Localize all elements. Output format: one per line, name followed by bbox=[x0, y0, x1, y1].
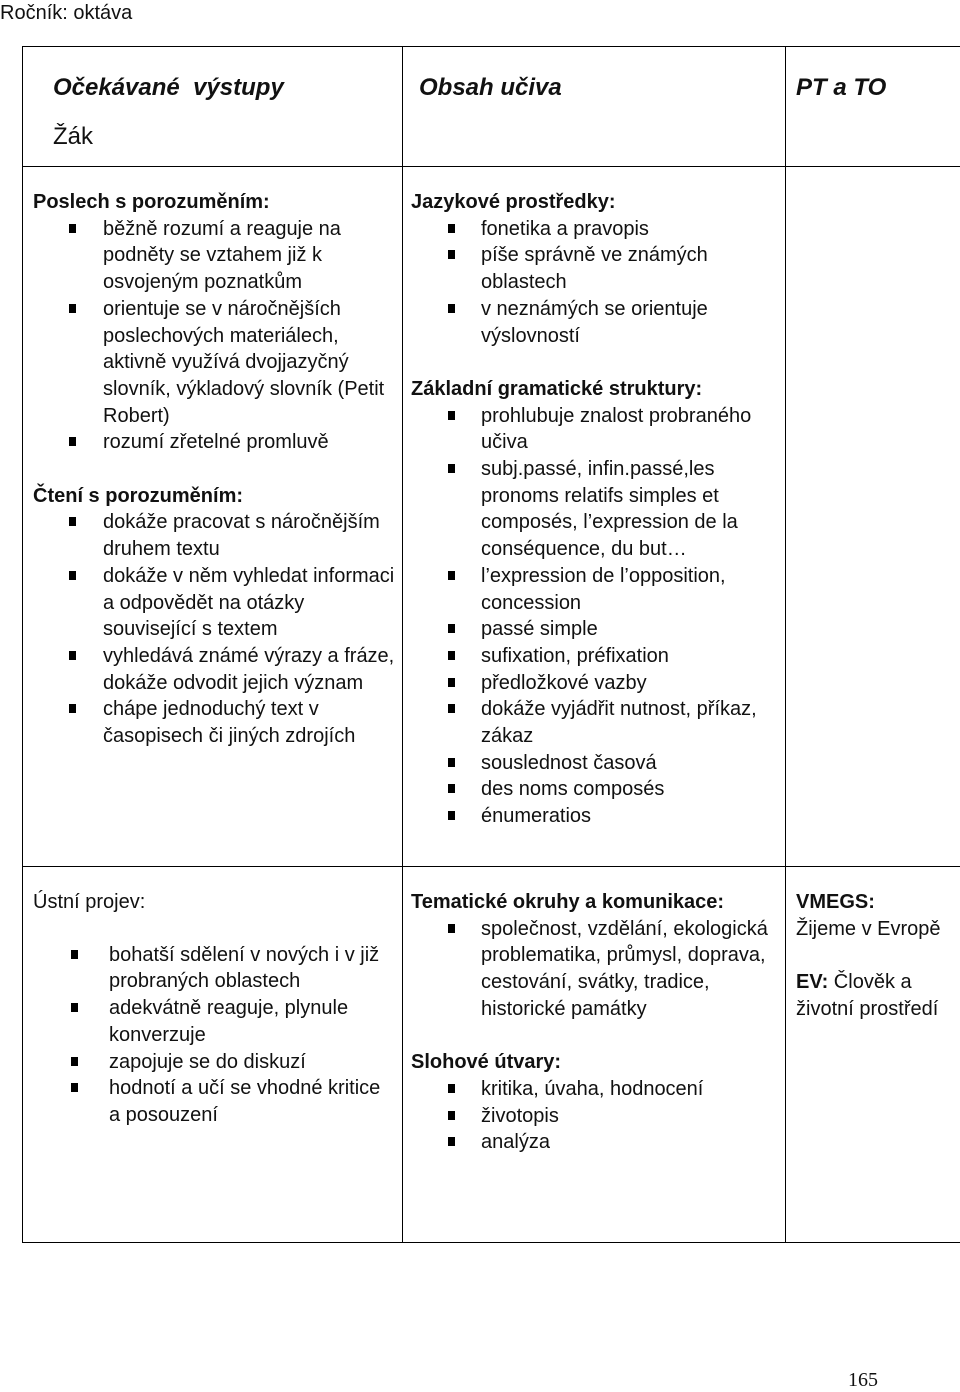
list-item: souslednost časová bbox=[411, 750, 779, 777]
header-pt-to-title: PT a TO bbox=[796, 74, 887, 101]
content-cell-2 bbox=[403, 867, 786, 1243]
list-item: dokáže vyjádřit nutnost, příkaz, zákaz bbox=[411, 696, 779, 749]
header-outcomes bbox=[23, 47, 403, 167]
list-item: rozumí zřetelné promluvě bbox=[33, 429, 396, 456]
list-item: passé simple bbox=[411, 616, 779, 643]
list-item: v neznámých se orientuje výslovností bbox=[411, 296, 779, 349]
list-item: bohatší sdělení v nových i v již probraných oblastech bbox=[33, 942, 396, 995]
header-row bbox=[23, 47, 960, 167]
list-item: hodnotí a učí se vhodné kritice a posouzení bbox=[33, 1075, 396, 1128]
section-title: Základní gramatické struktury: bbox=[411, 377, 703, 400]
section-title: Ústní projev: bbox=[33, 891, 146, 913]
section-title: Slohové útvary: bbox=[411, 1051, 562, 1074]
pt-to-cell-2 bbox=[786, 867, 960, 1243]
header-outcomes-subtitle: Žák bbox=[53, 122, 94, 150]
curriculum-table bbox=[22, 46, 960, 1243]
list-item: fonetika a pravopis bbox=[411, 216, 779, 243]
header-content bbox=[403, 47, 786, 167]
row-speaking bbox=[23, 867, 960, 1243]
page-number: 165 bbox=[848, 1369, 878, 1391]
list-item: píše správně ve známých oblastech bbox=[411, 242, 779, 295]
bullet-list bbox=[33, 942, 396, 1129]
vmegs-title: VMEGS: bbox=[796, 891, 875, 913]
list-item: analýza bbox=[411, 1129, 779, 1156]
list-item: společnost, vzdělání, ekologická problematika, průmysl, doprava, cestování, svátky, tradice, historické památky bbox=[411, 916, 779, 1023]
list-item: dokáže v něm vyhledat informaci a odpovědět na otázky související s textem bbox=[33, 563, 396, 643]
list-item: předložkové vazby bbox=[411, 670, 779, 697]
header-content-title: Obsah učiva bbox=[419, 74, 562, 101]
list-item: prohlubuje znalost probraného učiva bbox=[411, 403, 779, 456]
header-outcomes-title: Očekávané výstupy bbox=[53, 74, 284, 101]
outcomes-cell-2 bbox=[23, 867, 403, 1243]
ev-block bbox=[796, 969, 954, 1022]
ev-text: Člověk a životní prostředí bbox=[796, 971, 939, 1020]
section-title: Poslech s porozuměním: bbox=[33, 191, 270, 213]
pt-to-cell-1 bbox=[786, 167, 960, 867]
bullet-list bbox=[33, 216, 396, 456]
section-title: Tematické okruhy a komunikace: bbox=[411, 891, 725, 913]
bullet-list bbox=[411, 216, 779, 350]
list-item: sufixation, préfixation bbox=[411, 643, 779, 670]
list-item: vyhledává známé výrazy a fráze, dokáže odvodit jejich význam bbox=[33, 643, 396, 696]
vmegs-text: Žijeme v Evropě bbox=[796, 917, 941, 940]
list-item: l’expression de l’opposition, concession bbox=[411, 563, 779, 616]
bullet-list bbox=[411, 916, 779, 1023]
list-item: chápe jednoduchý text v časopisech či jiných zdrojích bbox=[33, 696, 396, 749]
list-item: zapojuje se do diskuzí bbox=[33, 1049, 396, 1076]
bullet-list bbox=[411, 403, 779, 830]
list-item: dokáže pracovat s náročnějším druhem textu bbox=[33, 509, 396, 562]
section-title: Jazykové prostředky: bbox=[411, 191, 616, 213]
list-item: subj.passé, infin.passé,les pronoms relatifs simples et composés, l’expression de la conséquence, du but… bbox=[411, 456, 779, 563]
list-item: kritika, úvaha, hodnocení bbox=[411, 1076, 779, 1103]
list-item: adekvátně reaguje, plynule konverzuje bbox=[33, 995, 396, 1048]
header-pt-to bbox=[786, 47, 960, 167]
row-listening-reading bbox=[23, 167, 960, 867]
section-title: Čtení s porozuměním: bbox=[33, 484, 244, 507]
list-item: des noms composés bbox=[411, 776, 779, 803]
grade-label: Ročník: oktáva bbox=[0, 2, 133, 24]
bullet-list bbox=[411, 1076, 779, 1156]
outcomes-cell-1 bbox=[23, 167, 403, 867]
ev-title: EV: bbox=[796, 971, 829, 994]
bullet-list bbox=[33, 509, 396, 749]
list-item: životopis bbox=[411, 1103, 779, 1130]
list-item: běžně rozumí a reaguje na podněty se vztahem již k osvojeným poznatkům bbox=[33, 216, 396, 296]
list-item: énumeratios bbox=[411, 803, 779, 830]
content-cell-1 bbox=[403, 167, 786, 867]
list-item: orientuje se v náročnějších poslechových materiálech, aktivně využívá dvojjazyčný slovník, výkladový slovník (Petit Robert) bbox=[33, 296, 396, 430]
